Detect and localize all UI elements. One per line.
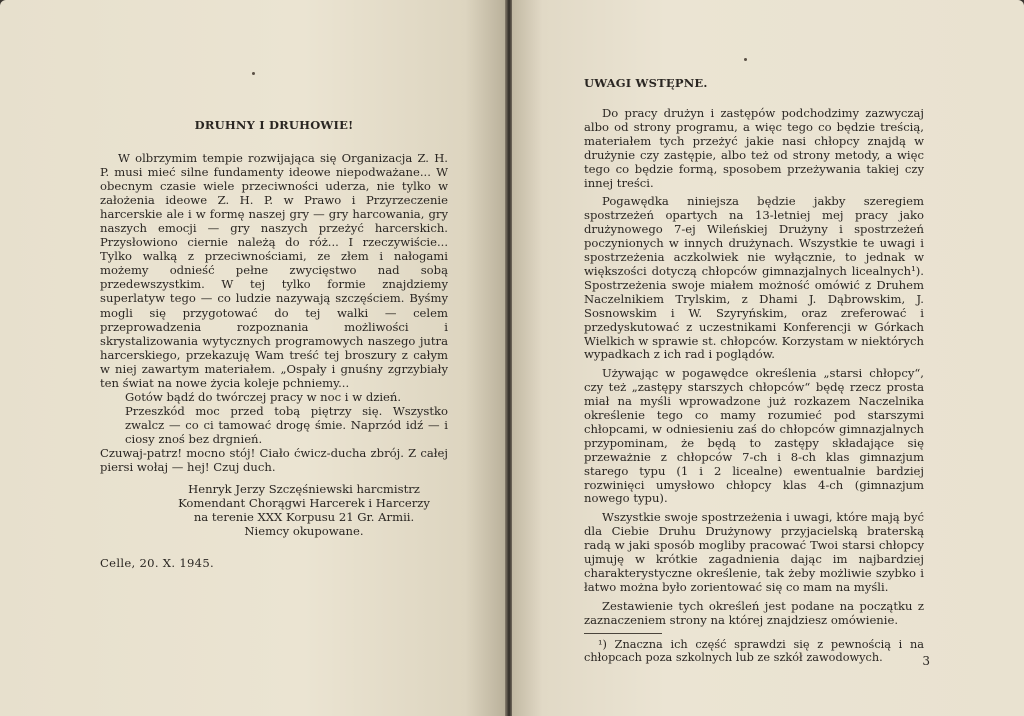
left-page-content	[100, 118, 448, 570]
signature-line-3: na terenie XXX Korpusu 21 Gr. Armii.	[193, 510, 415, 525]
left-page-title: DRUHNY I DRUHOWIE!	[194, 118, 354, 132]
paper-speck	[252, 72, 255, 75]
right-paragraph-2: Pogawędka niniejsza będzie jakby szeregiem spostrzeżeń opartych na 13-letniej mej pracy jako drużynowego 7-ej Wileńskiej Drużyny i spostrzeżeń poczynionych w innych drużynach. Wszystkie te uwagi i spostrzeżenia aczkolwiek nie wyłącznie, to jednak w większości dotyczą chłopców gimnazjalnych licealnych¹). Spostrzeżenia swoje miałem możność omówić z Druhem Naczelnikiem Trylskim, z Dhami J. Dąbrowskim, J. Sosnowskim i W. Szyryńskim, oraz zreferować i przedyskutować z uczestnikami Konferencji w Górkach Wielkich w sprawie st. chłopców. Korzystam w niektórych wypadkach z ich rad i poglądów.	[584, 194, 924, 362]
left-page	[0, 0, 506, 716]
signature-line-4: Niemcy okupowane.	[244, 524, 364, 539]
right-page	[512, 0, 1024, 716]
footnote: ¹) Znaczna ich część sprawdzi się z pewnością i na chłopcach poza szkolnych lub ze szkół zawodowych.	[584, 637, 924, 665]
right-page-title: UWAGI WSTĘPNE.	[584, 76, 708, 90]
poem-line-1: Gotów bądź do twórczej pracy w noc i w dzień.	[125, 389, 402, 404]
right-paragraph-5: Zestawienie tych określeń jest podane na początku z zaznaczeniem strony na której znajdziesz omówienie.	[584, 598, 924, 627]
left-page-paragraph: W olbrzymim tempie rozwijająca się Organizacja Z. H. P. musi mieć silne fundamenty ideowe niepodważane... W obecnym czasie wiele przeciwności uderza, nie tylko w założenia ideowe Z. H. P. w Prawo i Przyrzeczenie harcerskie ale i w formę naszej gry — gry harcowania, gry naszych emocji — gry naszych przeżyć harcerskich. Przysłowiono ciernie należą do róż... I rzeczywiście... Tylko walką z przeciwnościami, ze złem i nałogami możemy odnieść pełne zwycięstwo nad sobą przedewszystkim. W tej tylko formie znajdziemy superlatyw tego — co ludzie nazywają szczęściem. Byśmy mogli się przygotować do tej walki — celem przeprowadzenia rozpoznania możliwości i skrystalizowania wytycznych programowych naszego jutra harcerskiego, przekazuję Wam treść tej broszury z całym w niej zawartym materiałem. „Ospały i gnuśny zgrzybiały ten świat na nowe życia koleje pchniemy...	[100, 151, 448, 390]
signature-line-2: Komendant Chorągwi Harcerek i Harcerzy	[178, 496, 430, 511]
footnote-divider	[584, 633, 662, 634]
signature-block	[100, 482, 448, 538]
right-paragraph-3: Używając w pogawędce określenia „starsi chłopcy“, czy też „zastępy starszych chłopców“ będę rzecz prosta miał na myśli wprowadzone już rozkazem Naczelnika określenie tego co mamy rozumieć pod starszymi chłopcami, w odniesieniu zaś do chłopców gimnazjalnych przypominam, że będą to zastępy składające się przeważnie z chłopców 7-ch i 8-ch klas gimnazjum starego typu (1 i 2 licealne) ewentualnie bardziej rozwinięci umysłowo chłopcy klas 4-ch (gimnazjum nowego typu).	[584, 366, 924, 506]
place-date: Celle, 20. X. 1945.	[100, 556, 215, 571]
poem-line-3: Czuwaj-patrz! mocno stój! Ciało ćwicz-ducha zbrój. Z całej piersi wołaj — hej! Czuj duch.	[100, 445, 448, 475]
right-paragraph-4: Wszystkie swoje spostrzeżenia i uwagi, które mają być dla Ciebie Druhu Drużynowy przyjacielską braterską radą w jaki sposób mogliby pracować Twoi starsi chłopcy ujmuję w krótkie zagadnienia dając im najbardziej charakterystyczne określenie, tak żeby możliwie szybko i łatwo można było zorientować się co mam na myśli.	[584, 510, 924, 594]
right-page-content	[584, 76, 924, 670]
signature-line-1: Henryk Jerzy Szczęśniewski harcmistrz	[188, 482, 420, 497]
page-number: 3	[922, 654, 930, 668]
paper-speck	[744, 58, 747, 61]
poem-line-2: Przeszkód moc przed tobą piętrzy się. Wszystko zwalcz — co ci tamować drogę śmie. Naprzód idź — i ciosy znoś bez drgnień.	[125, 403, 448, 446]
right-paragraph-1: Do pracy drużyn i zastępów podchodzimy zazwyczaj albo od strony programu, a więc tego co będzie treścią, materiałem tych przeżyć jakie nasi chłopcy znajdą w drużynie czy zastępie, albo też od strony metody, a więc tego co będzie formą, sposobem przeżywania takiej czy innej treści.	[584, 106, 924, 190]
